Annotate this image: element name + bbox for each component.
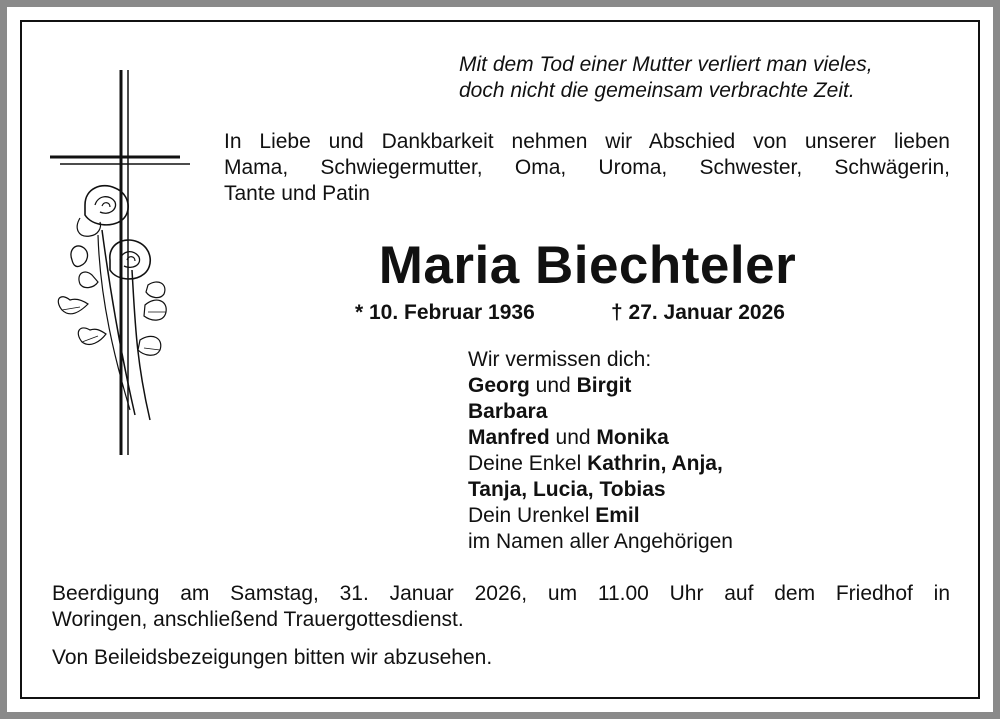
survivors-row: [468, 451, 733, 477]
intro-line-2: Mama, Schwiegermutter, Oma, Uroma, Schwester, Schwägerin,: [224, 156, 950, 179]
survivors-row: [468, 477, 733, 503]
survivors-row: [468, 425, 733, 451]
survivor-name: Georg: [468, 374, 530, 397]
survivors-row: [468, 373, 733, 399]
survivors-list: [468, 347, 733, 555]
intro-line-3: Tante und Patin: [224, 182, 370, 205]
condolences-note: Von Beileidsbezeigungen bitten wir abzusehen.: [52, 646, 493, 669]
memorial-quote: [459, 52, 873, 104]
funeral-line-2: Woringen, anschließend Trauergottesdienst.: [52, 608, 464, 631]
survivor-name: Barbara: [468, 400, 548, 423]
funeral-details: [52, 581, 950, 633]
survivor-join: und: [529, 374, 577, 397]
intro-line-1: In Liebe und Dankbarkeit nehmen wir Abschied von unserer lieben: [224, 130, 950, 153]
survivor-prefix: Dein Urenkel: [468, 504, 596, 527]
funeral-line-1: Beerdigung am Samstag, 31. Januar 2026, um 11.00 Uhr auf dem Friedhof in: [52, 582, 950, 605]
deceased-name: Maria Biechteler: [378, 236, 797, 295]
farewell-intro: [224, 129, 950, 207]
survivors-row: [468, 399, 733, 425]
death-date: † 27. Januar 2026: [611, 301, 785, 324]
survivor-name: Tanja, Lucia, Tobias: [468, 478, 666, 501]
survivor-name: Birgit: [576, 374, 632, 397]
survivor-name: Manfred: [468, 426, 550, 449]
survivor-name: Kathrin, Anja,: [587, 452, 723, 475]
survivors-row: [468, 503, 733, 529]
quote-line-1: Mit dem Tod einer Mutter verliert man vieles,: [459, 53, 873, 76]
survivor-name: Monika: [596, 426, 669, 449]
survivor-join: und: [549, 426, 597, 449]
birth-date: * 10. Februar 1936: [355, 301, 535, 324]
survivor-name: Emil: [595, 504, 640, 527]
survivors-closing: im Namen aller Angehörigen: [468, 530, 733, 553]
quote-line-2: doch nicht die gemeinsam verbrachte Zeit.: [459, 79, 855, 102]
survivor-prefix: Deine Enkel: [468, 452, 588, 475]
survivors-heading: Wir vermissen dich:: [468, 348, 652, 371]
